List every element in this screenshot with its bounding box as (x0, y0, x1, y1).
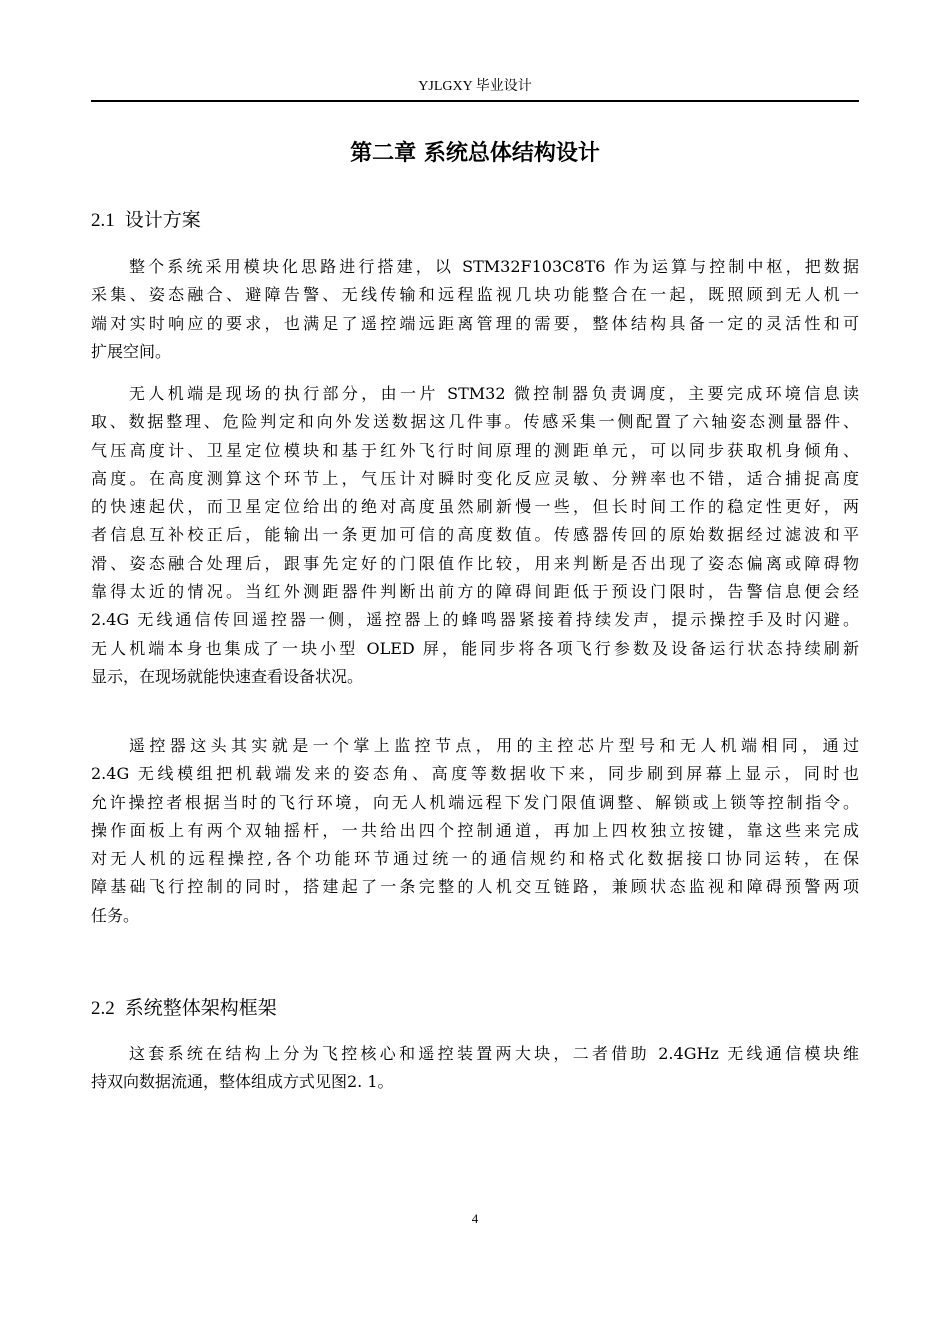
text-line: 2.4G 无线模组把机载端发来的姿态角、高度等数据收下来，同步刷到屏幕上显示，同时也 (91, 764, 859, 784)
paragraph (91, 732, 859, 930)
paragraph (91, 380, 859, 691)
text-line: 气压高度计、卫星定位模块和基于红外飞行时间原理的测距单元，可以同步获取机身倾角、 (91, 440, 859, 460)
text-line: 者信息互补校正后，能输出一条更加可信的高度数值。传感器传回的原始数据经过滤波和平 (91, 525, 859, 545)
text-line: 持双向数据流通，整体组成方式见图2. 1。 (91, 1072, 394, 1092)
section-heading-2-2 (91, 995, 859, 1022)
text-line: 2.4G 无线通信传回遥控器一侧，遥控器上的蜂鸣器紧接着持续发声，提示操控手及时闪避。 (91, 610, 859, 630)
text-line: 的快速起伏，而卫星定位给出的绝对高度虽然刷新慢一些，但长时间工作的稳定性更好，两 (91, 497, 859, 517)
text-line: 显示，在现场就能快速查看设备状况。 (91, 666, 364, 686)
text-line: 端对实时响应的要求，也满足了遥控端远距离管理的需要，整体结构具备一定的灵活性和可 (91, 313, 859, 333)
section-number: 2.1 (91, 210, 115, 231)
text-line: 任务。 (91, 905, 140, 925)
running-header: YJLGXY 毕业设计 (418, 79, 532, 94)
section-title: 系统整体架构框架 (124, 997, 277, 1019)
text-line: 无人机端是现场的执行部分，由一片 STM32 微控制器负责调度，主要完成环境信息读 (129, 384, 859, 403)
section-heading-2-1 (91, 207, 859, 234)
text-line: 操作面板上有两个双轴摇杆，一共给出四个控制通道，再加上四枚独立按键，靠这些来完成 (91, 820, 859, 840)
text-line: 滑、姿态融合处理后，跟事先定好的门限值作比较，用来判断是否出现了姿态偏离或障碍物 (91, 553, 859, 573)
text-line: 整个系统采用模块化思路进行搭建，以 STM32F103C8T6 作为运算与控制中枢，把数据 (129, 257, 859, 276)
paragraph (91, 253, 859, 366)
section-number: 2.2 (91, 998, 115, 1019)
paragraph (91, 1040, 859, 1097)
text-line: 障基础飞行控制的同时，搭建起了一条完整的人机交互链路，兼顾状态监视和障碍预警两项 (91, 877, 859, 897)
text-line: 扩展空间。 (91, 341, 172, 361)
section-title: 设计方案 (124, 209, 201, 231)
page-number: 4 (471, 1211, 479, 1226)
chapter-title: 第二章 系统总体结构设计 (350, 141, 600, 166)
text-line: 这套系统在结构上分为飞控核心和遥控装置两大块，二者借助 2.4GHz 无线通信模块维 (129, 1044, 859, 1063)
text-line: 无人机端本身也集成了一块小型 OLED 屏，能同步将各项飞行参数及设备运行状态持续刷新 (91, 638, 859, 658)
text-line: 取、数据整理、危险判定和向外发送数据这几件事。传感采集一侧配置了六轴姿态测量器件、 (91, 412, 859, 432)
text-line: 高度。在高度测算这个环节上，气压计对瞬时变化反应灵敏、分辨率也不错，适合捕捉高度 (91, 468, 859, 488)
text-line: 遥控器这头其实就是一个掌上监控节点，用的主控芯片型号和无人机端相同，通过 (129, 736, 859, 755)
text-line: 靠得太近的情况。当红外测距器件判断出前方的障碍间距低于预设门限时，告警信息便会经 (91, 582, 859, 602)
header-rule (91, 100, 859, 102)
text-line: 采集、姿态融合、避障告警、无线传输和远程监视几块功能整合在一起，既照顾到无人机一 (91, 285, 859, 305)
text-line: 允许操控者根据当时的飞行环境，向无人机端远程下发门限值调整、解锁或上锁等控制指令。 (91, 792, 859, 812)
text-line: 对无人机的远程操控,各个功能环节通过统一的通信规约和格式化数据接口协同运转，在保 (91, 849, 859, 869)
